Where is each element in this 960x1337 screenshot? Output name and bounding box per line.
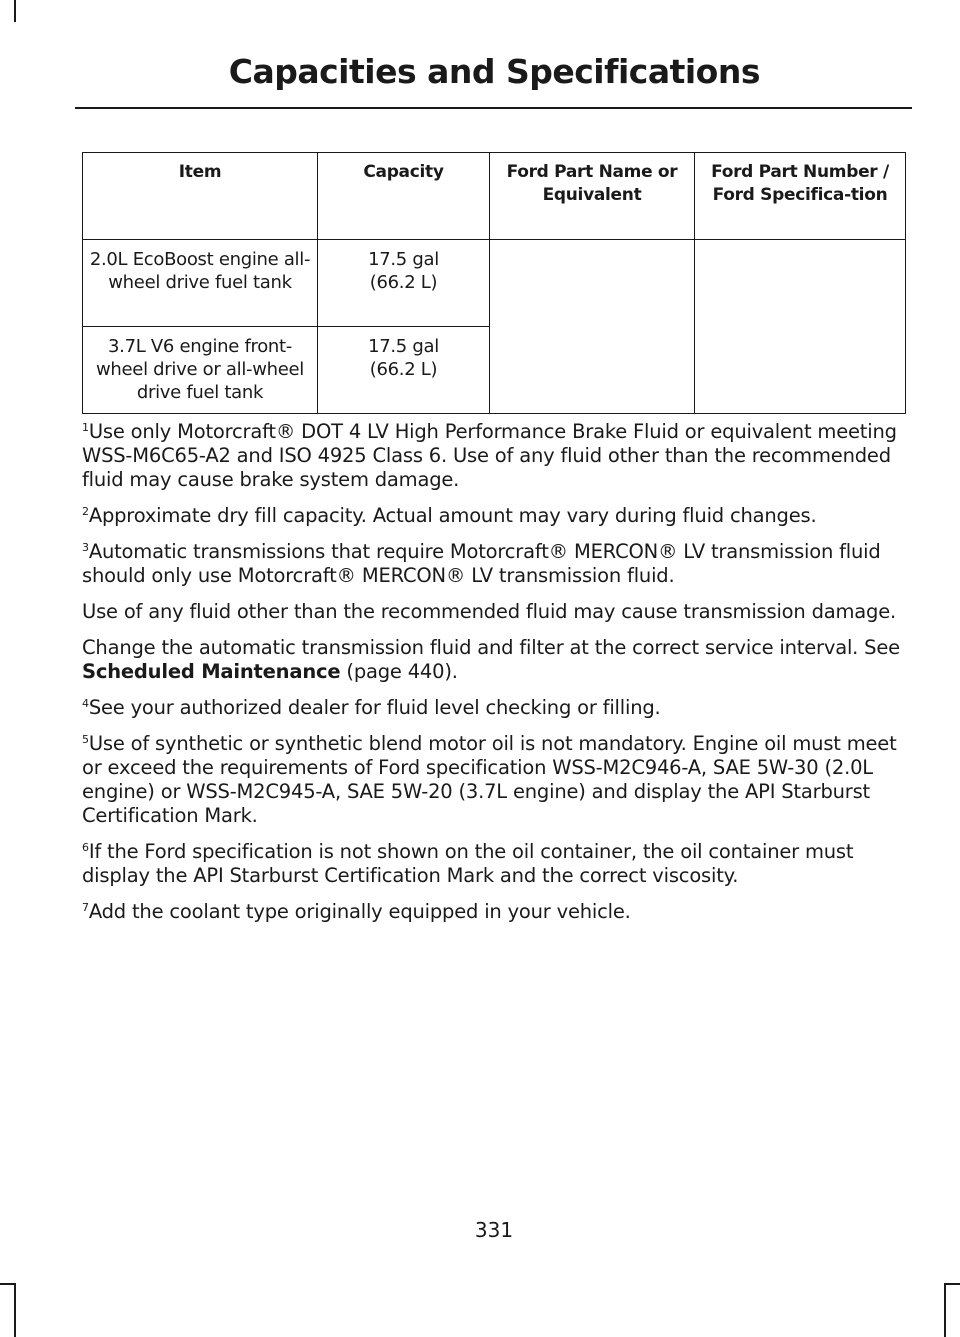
cell-item: 2.0L EcoBoost engine all-wheel drive fuel tank xyxy=(83,240,318,327)
footnote-text: Automatic transmissions that require Motorcraft® MERCON® LV transmission fluid should only use Motorcraft® MERCON® LV transmission fluid. xyxy=(82,540,881,587)
cell-capacity xyxy=(318,240,490,327)
footnote-mark: 3 xyxy=(82,541,89,554)
cell-part-name xyxy=(490,240,695,414)
page-title: Capacities and Specifications xyxy=(228,52,760,91)
footnote-text: See your authorized dealer for fluid level checking or filling. xyxy=(88,696,661,719)
table-header-row xyxy=(83,153,906,240)
table-row xyxy=(83,240,906,327)
footnote-mark: 6 xyxy=(82,841,89,854)
change-fluid-text: Change the automatic transmission fluid and filter at the correct service interval. See xyxy=(82,636,900,659)
footnote-5 xyxy=(82,732,912,828)
footnote-text: Use only Motorcraft® DOT 4 LV High Performance Brake Fluid or equivalent meeting WSS-M6C65-A2 and ISO 4925 Class 6. Use of any fluid other than the recommended fluid may cause brake system damage. xyxy=(82,420,897,491)
footnote-text: If the Ford specification is not shown on the oil container, the oil container must display the API Starburst Certification Mark and the correct viscosity. xyxy=(82,840,854,887)
cell-capacity xyxy=(318,327,490,414)
column-header-part-number: Ford Part Number / Ford Specifica-tion xyxy=(695,153,906,240)
paragraph-change-fluid xyxy=(82,636,912,684)
footnote-text: Use of synthetic or synthetic blend motor oil is not mandatory. Engine oil must meet or exceed the requirements of Ford specification WSS-M2C946-A, SAE 5W-30 (2.0L engine) or WSS-M2C945-A, SAE 5W-20 (3.7L engine) and display the API Starburst Certification Mark. xyxy=(82,732,897,827)
cell-part-number xyxy=(695,240,906,414)
footnotes xyxy=(82,420,912,936)
crop-mark-bottom-left-horizontal xyxy=(0,1283,16,1285)
capacity-metric: (66.2 L) xyxy=(369,359,438,380)
crop-mark-bottom-left-vertical xyxy=(14,1283,16,1337)
footnote-3 xyxy=(82,540,912,588)
crop-mark-bottom-right-horizontal xyxy=(944,1283,960,1285)
crop-mark-top-left-vertical xyxy=(14,0,16,22)
footnote-4 xyxy=(82,696,912,720)
capacity-us: 17.5 gal xyxy=(368,249,439,270)
column-header-item: Item xyxy=(83,153,318,240)
column-header-part-name: Ford Part Name or Equivalent xyxy=(490,153,695,240)
footnote-mark: 2 xyxy=(82,505,89,518)
footnote-mark: 7 xyxy=(82,901,89,914)
footnote-1 xyxy=(82,420,912,492)
footnote-7 xyxy=(82,900,912,924)
column-header-capacity: Capacity xyxy=(318,153,490,240)
page-number: 331 xyxy=(474,1218,514,1242)
cell-item: 3.7L V6 engine front-wheel drive or all-wheel drive fuel tank xyxy=(83,327,318,414)
capacities-table xyxy=(82,152,906,414)
footnote-text: Approximate dry fill capacity. Actual amount may vary during fluid changes. xyxy=(88,504,817,527)
footnote-mark: 1 xyxy=(82,421,89,434)
title-divider xyxy=(75,107,912,109)
capacity-metric: (66.2 L) xyxy=(369,272,438,293)
page-reference: (page 440). xyxy=(346,660,458,683)
footnote-6 xyxy=(82,840,912,888)
paragraph-fluid-damage: Use of any fluid other than the recommended fluid may cause transmission damage. xyxy=(82,600,897,623)
footnote-text: Add the coolant type originally equipped in your vehicle. xyxy=(88,900,631,923)
scheduled-maintenance-link[interactable]: Scheduled Maintenance xyxy=(82,660,341,683)
crop-mark-bottom-right-vertical xyxy=(944,1283,946,1337)
footnote-mark: 5 xyxy=(82,733,89,746)
capacity-us: 17.5 gal xyxy=(368,336,439,357)
footnote-mark: 4 xyxy=(82,697,89,710)
footnote-2 xyxy=(82,504,912,528)
